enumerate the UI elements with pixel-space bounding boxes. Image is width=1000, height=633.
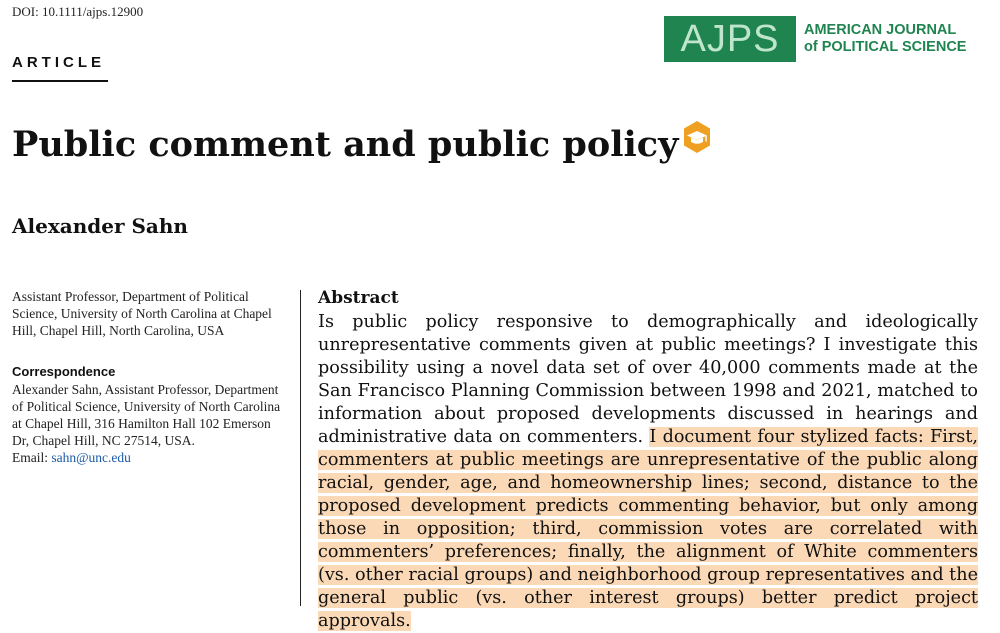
email-label: Email: (12, 450, 48, 465)
column-divider (300, 290, 301, 606)
journal-logo-name (804, 22, 966, 56)
email-link[interactable]: sahn@unc.edu (51, 450, 131, 465)
abstract-text (318, 311, 978, 633)
abstract-highlighted-text: I document four stylized facts: First, commenters at public meetings are unrepresentative of the public along racial, gender, age, and homeownership lines; second, distance to the proposed development predicts commenting behavior, but only among those in opposition; third, commission votes are correlated with commenters’ preferences; finally, the alignment of White commenters (vs. other racial groups) and neighborhood group representatives and the general public (vs. other interest groups) better predict project approvals. (318, 427, 978, 631)
journal-name-line2: of POLITICAL SCIENCE (804, 39, 967, 55)
article-title: Public comment and public policy (12, 124, 679, 165)
article-title-row (12, 124, 712, 165)
correspondence-block (12, 381, 288, 466)
article-label-underline (12, 80, 108, 82)
graduation-cap-icon[interactable] (682, 120, 712, 163)
correspondence-text: Alexander Sahn, Assistant Professor, Department of Political Science, University of North Carolina at Chapel Hill, 316 Hamilton Hall 102 Emerson Dr, Chapel Hill, NC 27514, USA. (12, 382, 281, 448)
article-type-label: ARTICLE (12, 54, 105, 71)
journal-logo-abbrev: AJPS (664, 16, 796, 62)
doi-text: DOI: 10.1111/ajps.12900 (12, 4, 144, 19)
author-affiliation: Assistant Professor, Department of Political Science, University of North Carolina at Chapel Hill, Chapel Hill, North Carolina, USA (12, 289, 272, 338)
abstract-heading: Abstract (318, 288, 399, 308)
correspondence-heading: Correspondence (12, 364, 116, 379)
email-line (12, 449, 288, 466)
journal-logo[interactable] (664, 16, 966, 62)
author-name: Alexander Sahn (12, 214, 188, 238)
abstract-plain-text: Is public policy responsive to demographically and ideologically unrepresentative comments given at public meetings? I investigate this possibility using a novel data set of over 40,000 comments made at the San Francisco Planning Commission between 1998 and 2021, matched to information about proposed developments discussed in hearings and administrative data on commenters. (318, 312, 978, 447)
journal-name-line1: AMERICAN JOURNAL (804, 22, 957, 38)
